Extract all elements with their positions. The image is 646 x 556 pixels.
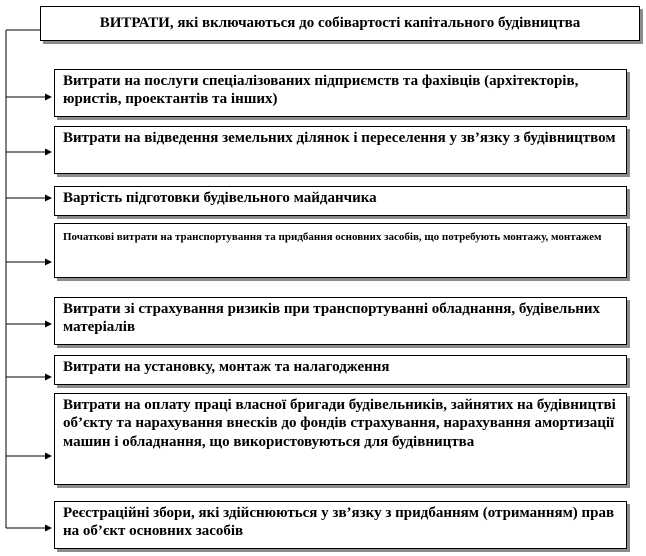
cost-item-text-2: Витрати на відведення земельних ділянок і переселення у зв’язку з будівництвом [63, 130, 616, 146]
cost-item-box-7 [54, 393, 627, 485]
cost-item-text-4: Початкові витрати на транспортування та придбання основних засобів, що потребують монтажу, монтажем [63, 231, 602, 243]
cost-item-text-1: Витрати на послуги спеціалізованих підприємств та фахівців (архітекторів, юристів, проектантів та інших) [63, 73, 579, 108]
cost-item-box-5 [54, 297, 627, 345]
header-box [40, 6, 640, 41]
cost-item-text-8: Реєстраційні збори, які здійснюються у зв’язку з придбанням (отриманням) прав на об’єкт основних засобів [63, 505, 615, 540]
cost-item-box-8 [54, 501, 627, 549]
cost-item-box-3 [54, 186, 627, 216]
cost-item-text-7: Витрати на оплату праці власної бригади будівельників, зайнятих на будівництві об’єкту та нарахування внесків до фондів страхування, нарахування амортизації машин і обладнання, що використовуються для будівництва [63, 397, 616, 450]
cost-item-text-3: Вартість підготовки будівельного майданчика [63, 190, 377, 206]
cost-item-box-2 [54, 126, 627, 174]
cost-item-box-1 [54, 69, 627, 117]
header-title: ВИТРАТИ, які включаються до собівартості капітального будівництва [99, 15, 581, 31]
cost-item-box-6 [54, 355, 627, 385]
cost-item-box-4 [54, 223, 627, 278]
cost-item-text-6: Витрати на установку, монтаж та налагодження [63, 359, 390, 375]
cost-item-text-5: Витрати зі страхування ризиків при транспортуванні обладнання, будівельних матеріалів [63, 301, 601, 336]
